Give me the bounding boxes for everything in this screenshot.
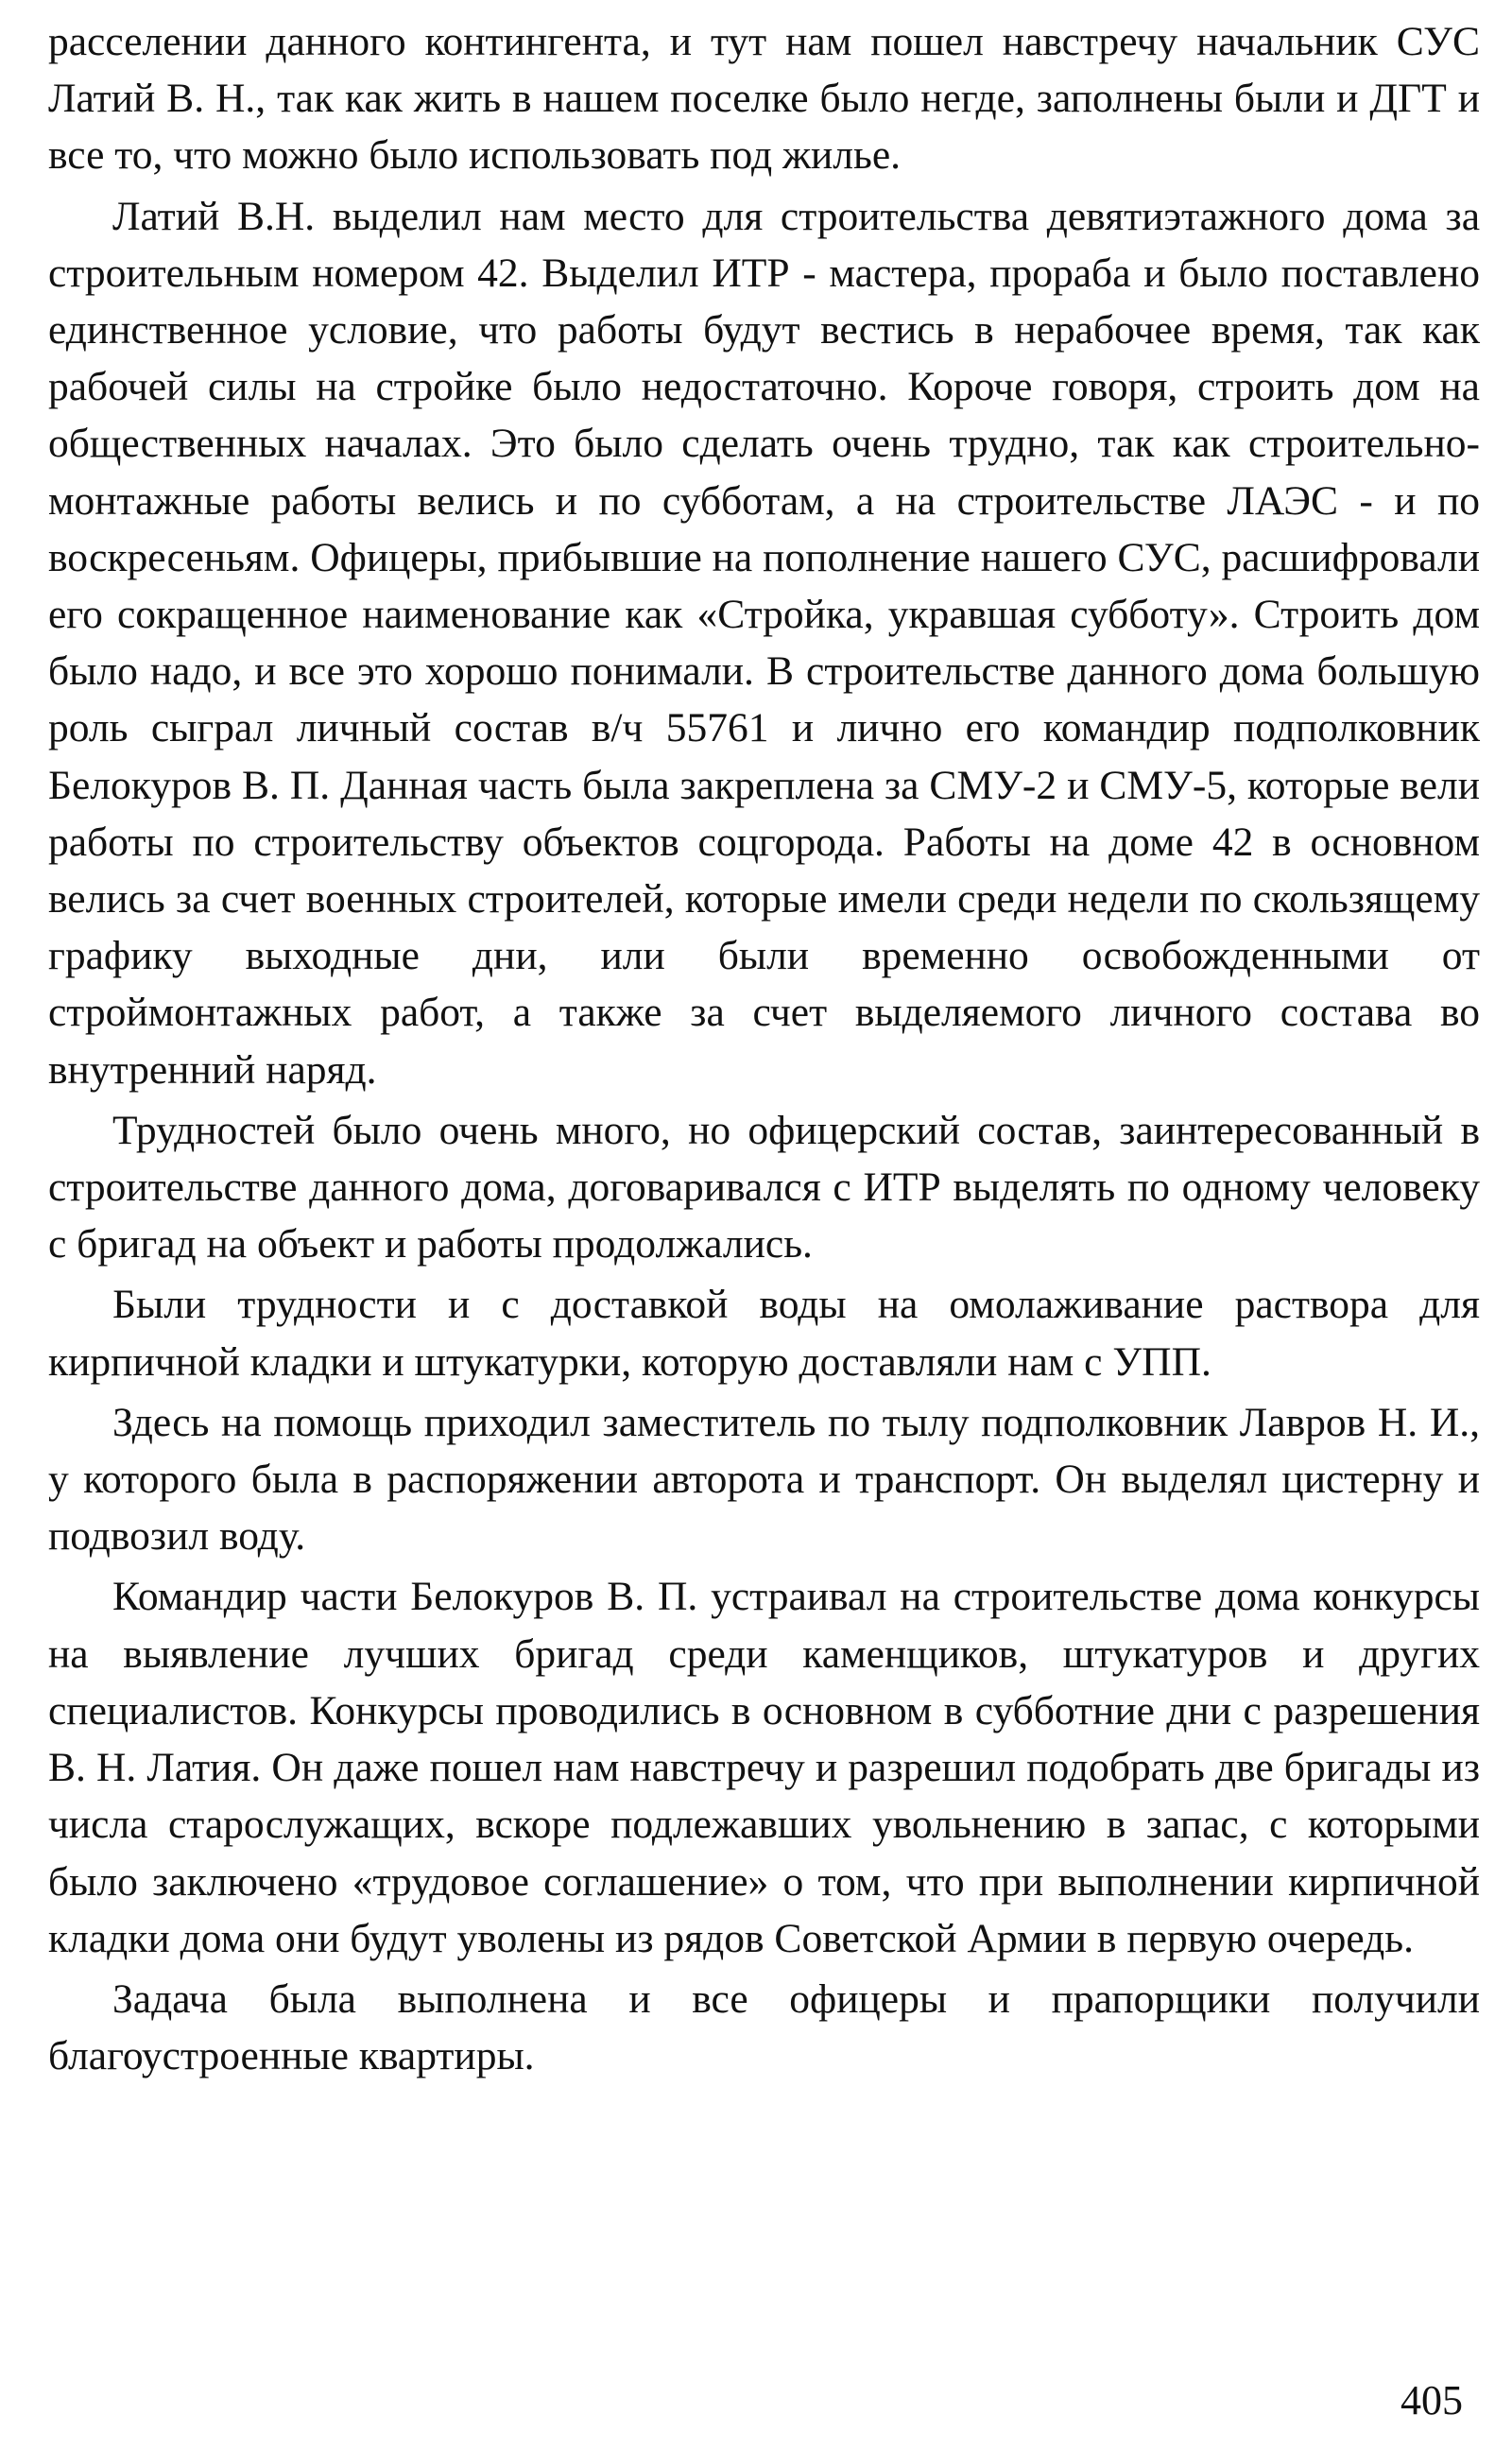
paragraph-5: Здесь на помощь приходил заместитель по тылу подполковник Лавров Н. И., у которого была в распоряжении авторота и транспорт. Он выделял цистерну и подвозил воду.: [48, 1399, 1480, 1560]
page-number: 405: [1400, 2377, 1463, 2423]
page-body: [48, 13, 1480, 2084]
paragraph-4: Были трудности и с доставкой воды на омолаживание раствора для кирпичной кладки и штукатурки, которую доставляли нам с УПП.: [48, 1282, 1480, 1385]
paragraph-3: Трудностей было очень много, но офицерский состав, заинтересованный в строительстве данного дома, договаривался с ИТР выделять по одному человеку с бригад на объект и работы продолжались.: [48, 1107, 1480, 1268]
paragraph-7: Задача была выполнена и все офицеры и прапорщики получили благоустроенные квартиры.: [48, 1975, 1480, 2079]
paragraph-6: Командир части Белокуров В. П. устраивал на строительстве дома конкурсы на выявление лучших бригад среди каменщиков, штукатуров и других специалистов. Конкурсы проводились в основном в субботние дни с разрешения В. Н. Латия. Он даже пошел нам навстречу и разрешил подобрать две бригады из числа старослужащих, вскоре подлежавших увольнению в запас, с которыми было заключено «трудовое соглашение» о том, что при выполнении кирпичной кладки дома они будут уволены из рядов Советской Армии в первую очередь.: [48, 1574, 1480, 1961]
paragraph-1: расселении данного контингента, и тут нам пошел навстречу начальник СУС Латий В. Н., так как жить в нашем поселке было негде, заполнены были и ДГТ и все то, что можно было использовать под жилье.: [48, 19, 1480, 179]
paragraph-2: Латий В.Н. выделил нам место для строительства девятиэтажного дома за строительным номером 42. Выделил ИТР - мастера, прораба и было поставлено единственное условие, что работы будут вестись в нерабочее время, так как рабочей силы на стройке было недостаточно. Короче говоря, строить дом на общественных началах. Это было сделать очень трудно, так как строительно-монтажные работы велись и по субботам, а на строительстве ЛАЭС - и по воскресеньям. Офицеры, прибывшие на пополнение нашего СУС, расшифровали его сокращенное наименование как «Стройка, укравшая субботу». Строить дом было надо, и все это хорошо понимали. В строительстве данного дома большую роль сыграл личный состав в/ч 55761 и лично его командир подполковник Белокуров В. П. Данная часть была закреплена за СМУ-2 и СМУ-5, которые вели работы по строительству объектов соцгорода. Работы на доме 42 в основном велись за счет военных строителей, которые имели среди недели по скользящему графику выходные дни, или были временно освобожденными от строймонтажных работ, а также за счет выделяемого личного состава во внутренний наряд.: [48, 193, 1480, 1093]
